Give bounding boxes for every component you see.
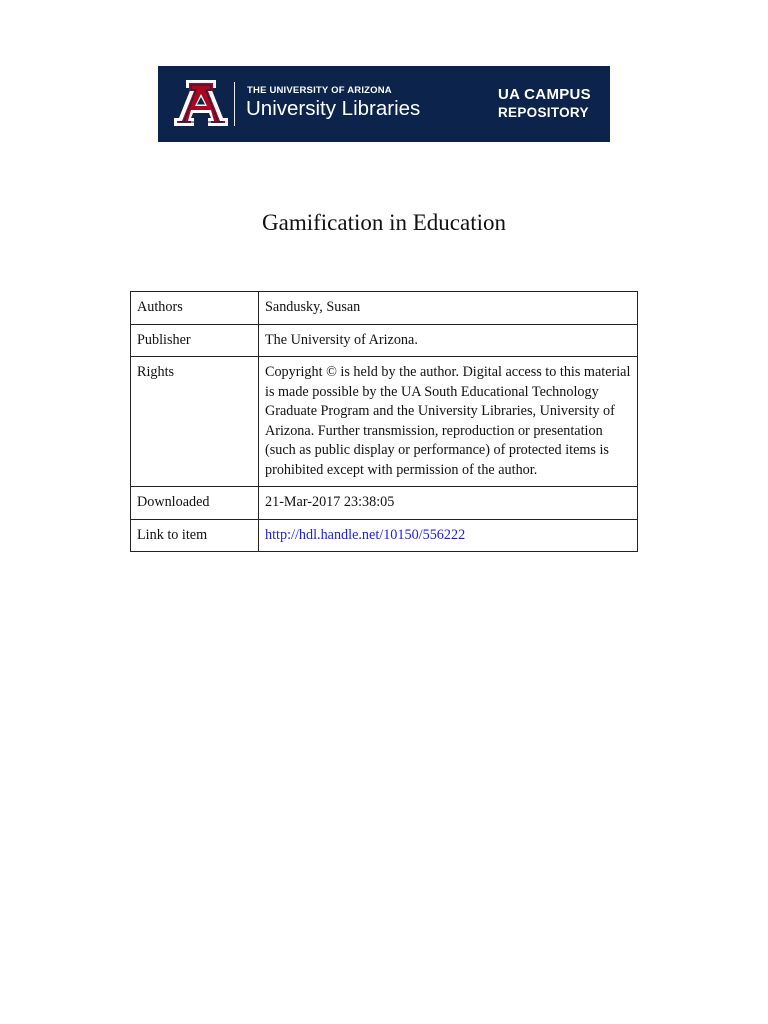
link-label: Link to item [131, 519, 259, 552]
link-cell [259, 519, 638, 552]
banner-repository-line1: UA CAMPUS [498, 86, 591, 103]
university-of-arizona-a-logo-icon [174, 80, 228, 128]
rights-label: Rights [131, 357, 259, 487]
authors-value: Sandusky, Susan [259, 292, 638, 325]
rights-value: Copyright © is held by the author. Digital access to this material is made possible by the UA South Educational Technology Graduate Program and the University Libraries, University of Arizona. Further transmission, reproduction or presentation (such as public display or performance) of protected items is prohibited except with permission of the author. [259, 357, 638, 487]
publisher-label: Publisher [131, 324, 259, 357]
document-title: Gamification in Education [262, 210, 506, 235]
table-row [131, 487, 638, 520]
downloaded-label: Downloaded [131, 487, 259, 520]
item-link[interactable]: http://hdl.handle.net/10150/556222 [265, 526, 466, 543]
metadata-table [130, 291, 638, 552]
banner-divider [234, 82, 235, 126]
banner-libraries-name: University Libraries [246, 97, 421, 120]
table-row [131, 292, 638, 325]
banner-university-name: THE UNIVERSITY OF ARIZONA [247, 85, 392, 96]
publisher-value: The University of Arizona. [259, 324, 638, 357]
table-row [131, 519, 638, 552]
downloaded-value: 21-Mar-2017 23:38:05 [259, 487, 638, 520]
repository-banner [158, 66, 610, 142]
table-row [131, 324, 638, 357]
banner-repository-line2: REPOSITORY [498, 105, 589, 120]
table-row [131, 357, 638, 487]
authors-label: Authors [131, 292, 259, 325]
banner-repository-label [498, 86, 594, 122]
